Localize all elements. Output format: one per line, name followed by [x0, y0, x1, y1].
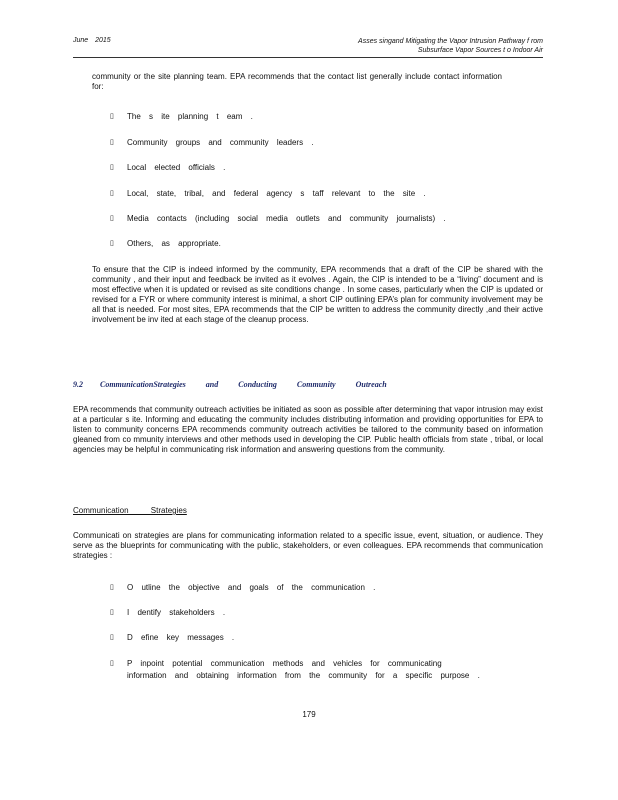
list-item-text: Local, state, tribal, and federal agency s taff relevant to the site .	[127, 189, 426, 198]
outreach-paragraph	[73, 405, 543, 455]
header-date: June 2015	[73, 37, 111, 44]
list-item-text: information and obtaining information from the community for a specific purpose .	[127, 671, 480, 680]
header-title-line1: Asses singand Mitigating the Vapor Intrusion Pathway f rom	[358, 38, 543, 45]
outreach-text: EPA recommends that community outreach activities be initiated as soon as possible after determining that vapor intrusion may exist at a particular s ite. Informing and educating the community includes distributing information and providing opportunities for EPA to listen to community concerns EPA recommends community outreach activities be tailored to the community based on information gleaned from co mmunity interviews and other methods used in developing the CIP. Public health officials from state , tribal, or local agencies may be helpful in communicating risk information and answering questions from the community.	[73, 405, 543, 454]
bullet-icon: ▯	[110, 139, 114, 146]
list-item-text: P inpoint potential communication methods and vehicles for communicating	[127, 659, 442, 668]
subheading: Communication Strategies	[73, 506, 187, 515]
bullet-icon: ▯	[110, 113, 114, 120]
list-item-text: D efine key messages .	[127, 633, 235, 642]
bullet-icon: ▯	[110, 584, 114, 591]
list-item-text: The s ite planning t eam .	[127, 112, 253, 121]
bullet-icon: ▯	[110, 634, 114, 641]
intro-text: community or the site planning team. EPA recommends that the contact list generally include contact information for:	[92, 72, 502, 91]
header-title	[300, 37, 543, 55]
list-item-text: O utline the objective and goals of the communication .	[127, 583, 376, 592]
header-divider	[73, 57, 543, 58]
bullet-icon: ▯	[110, 215, 114, 222]
bullet-icon: ▯	[110, 190, 114, 197]
list-item-text: Local elected officials .	[127, 163, 226, 172]
cip-paragraph	[92, 265, 543, 325]
list-item-text: Media contacts (including social media outlets and community journalists) .	[127, 214, 446, 223]
header-title-line2: Subsurface Vapor Sources t o Indoor Air	[417, 47, 543, 54]
intro-paragraph	[92, 72, 502, 92]
bullet-icon: ▯	[110, 164, 114, 171]
bullet-icon: ▯	[110, 660, 114, 667]
list-item-text: Others, as appropriate.	[127, 239, 221, 248]
page-number: 179	[302, 710, 316, 719]
strategies-paragraph	[73, 531, 543, 561]
strategies-text: Communicati on strategies are plans for communicating information related to a specific issue, event, situation, or audience. They serve as the blueprints for communicating with the public, stakeholders, or even colleagues. EPA recommends that communication strategies :	[73, 531, 543, 560]
list-item-text: Community groups and community leaders .	[127, 138, 314, 147]
section-title: CommunicationStrategies and Conducting Community Outreach	[100, 380, 387, 389]
bullet-icon: ▯	[110, 240, 114, 247]
section-number: 9.2	[73, 380, 83, 389]
bullet-icon: ▯	[110, 609, 114, 616]
cip-text: To ensure that the CIP is indeed informed by the community, EPA recommends that a draft of the CIP be shared with the community , and their input and feedback be invited as it evolves . Again, the CIP is intended to be a “living” document and is most effective when it is updated or revised as site conditions change . In some cases, particularly when the CIP is updated or revised for a FYR or where community interest is minimal, a short CIP outlining EPA’s plan for community involvement may be all that is needed. For most sites, EPA recommends that the CIP be written to address the community directly ,and their active involvement be inv ited at each stage of the cleanup process.	[92, 265, 543, 324]
list-item-text: I dentify stakeholders .	[127, 608, 226, 617]
